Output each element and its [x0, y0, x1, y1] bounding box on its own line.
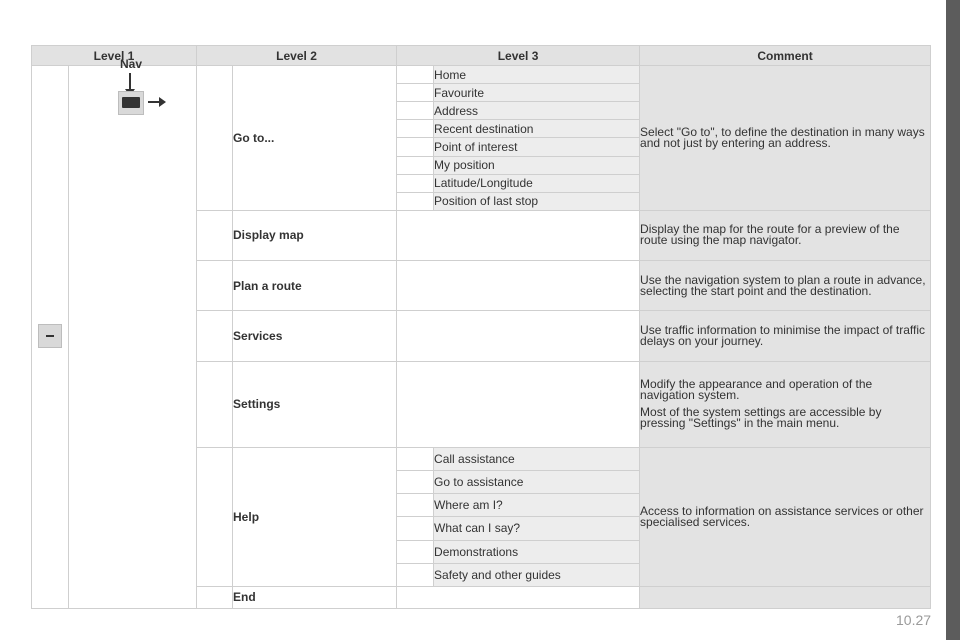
comment-goto: Select "Go to", to define the destination in many ways and not just by entering an address. [640, 66, 931, 211]
list-item: Call assistance [434, 448, 640, 471]
comment-help: Access to information on assistance services or other specialised services. [640, 448, 931, 587]
level2-help: Help [233, 448, 397, 587]
list-item: Favourite [434, 84, 640, 102]
list-item: Home [434, 66, 640, 84]
page-edge-bar [946, 0, 960, 640]
comment-plan-route: Use the navigation system to plan a route in advance, selecting the start point and the destination. [640, 261, 931, 311]
list-item: Go to assistance [434, 471, 640, 494]
header-comment: Comment [640, 46, 931, 66]
level2-services: Services [233, 311, 397, 361]
list-item: Address [434, 102, 640, 120]
comment-services: Use traffic information to minimise the impact of traffic delays on your journey. [640, 311, 931, 361]
list-item: Recent destination [434, 120, 640, 138]
level2-end: End [233, 586, 397, 608]
comment-settings: Modify the appearance and operation of the navigation system. Most of the system settings are accessible by pressing "Settings" in the main menu. [640, 361, 931, 447]
nav-label: Nav [120, 57, 143, 72]
list-item: Safety and other guides [434, 563, 640, 586]
level1-icon-cell [32, 66, 69, 609]
list-item: My position [434, 156, 640, 174]
level2-settings: Settings [233, 361, 397, 447]
arrow-right-icon [148, 101, 160, 103]
table-row [32, 66, 931, 84]
list-item: Position of last stop [434, 192, 640, 210]
header-level2: Level 2 [197, 46, 397, 66]
screen-key-icon [118, 91, 144, 115]
level2-display-map: Display map [233, 210, 397, 260]
arrow-down-icon [129, 73, 131, 91]
nav-diagram [69, 57, 196, 608]
header-level1: Level 1 [32, 46, 197, 66]
level2-goto: Go to... [233, 66, 397, 211]
list-item: What can I say? [434, 517, 640, 540]
list-item: Point of interest [434, 138, 640, 156]
nav-menu-table [31, 45, 931, 609]
comment-display-map: Display the map for the route for a preview of the route using the map navigator. [640, 210, 931, 260]
list-item: Demonstrations [434, 540, 640, 563]
header-level3: Level 3 [397, 46, 640, 66]
list-item: Latitude/Longitude [434, 174, 640, 192]
menu-key-icon [38, 324, 62, 348]
list-item: Where am I? [434, 494, 640, 517]
table-header-row [32, 46, 931, 66]
level1-nav-cell [69, 57, 197, 609]
page-number: 10.27 [896, 612, 932, 628]
level2-plan-route: Plan a route [233, 261, 397, 311]
